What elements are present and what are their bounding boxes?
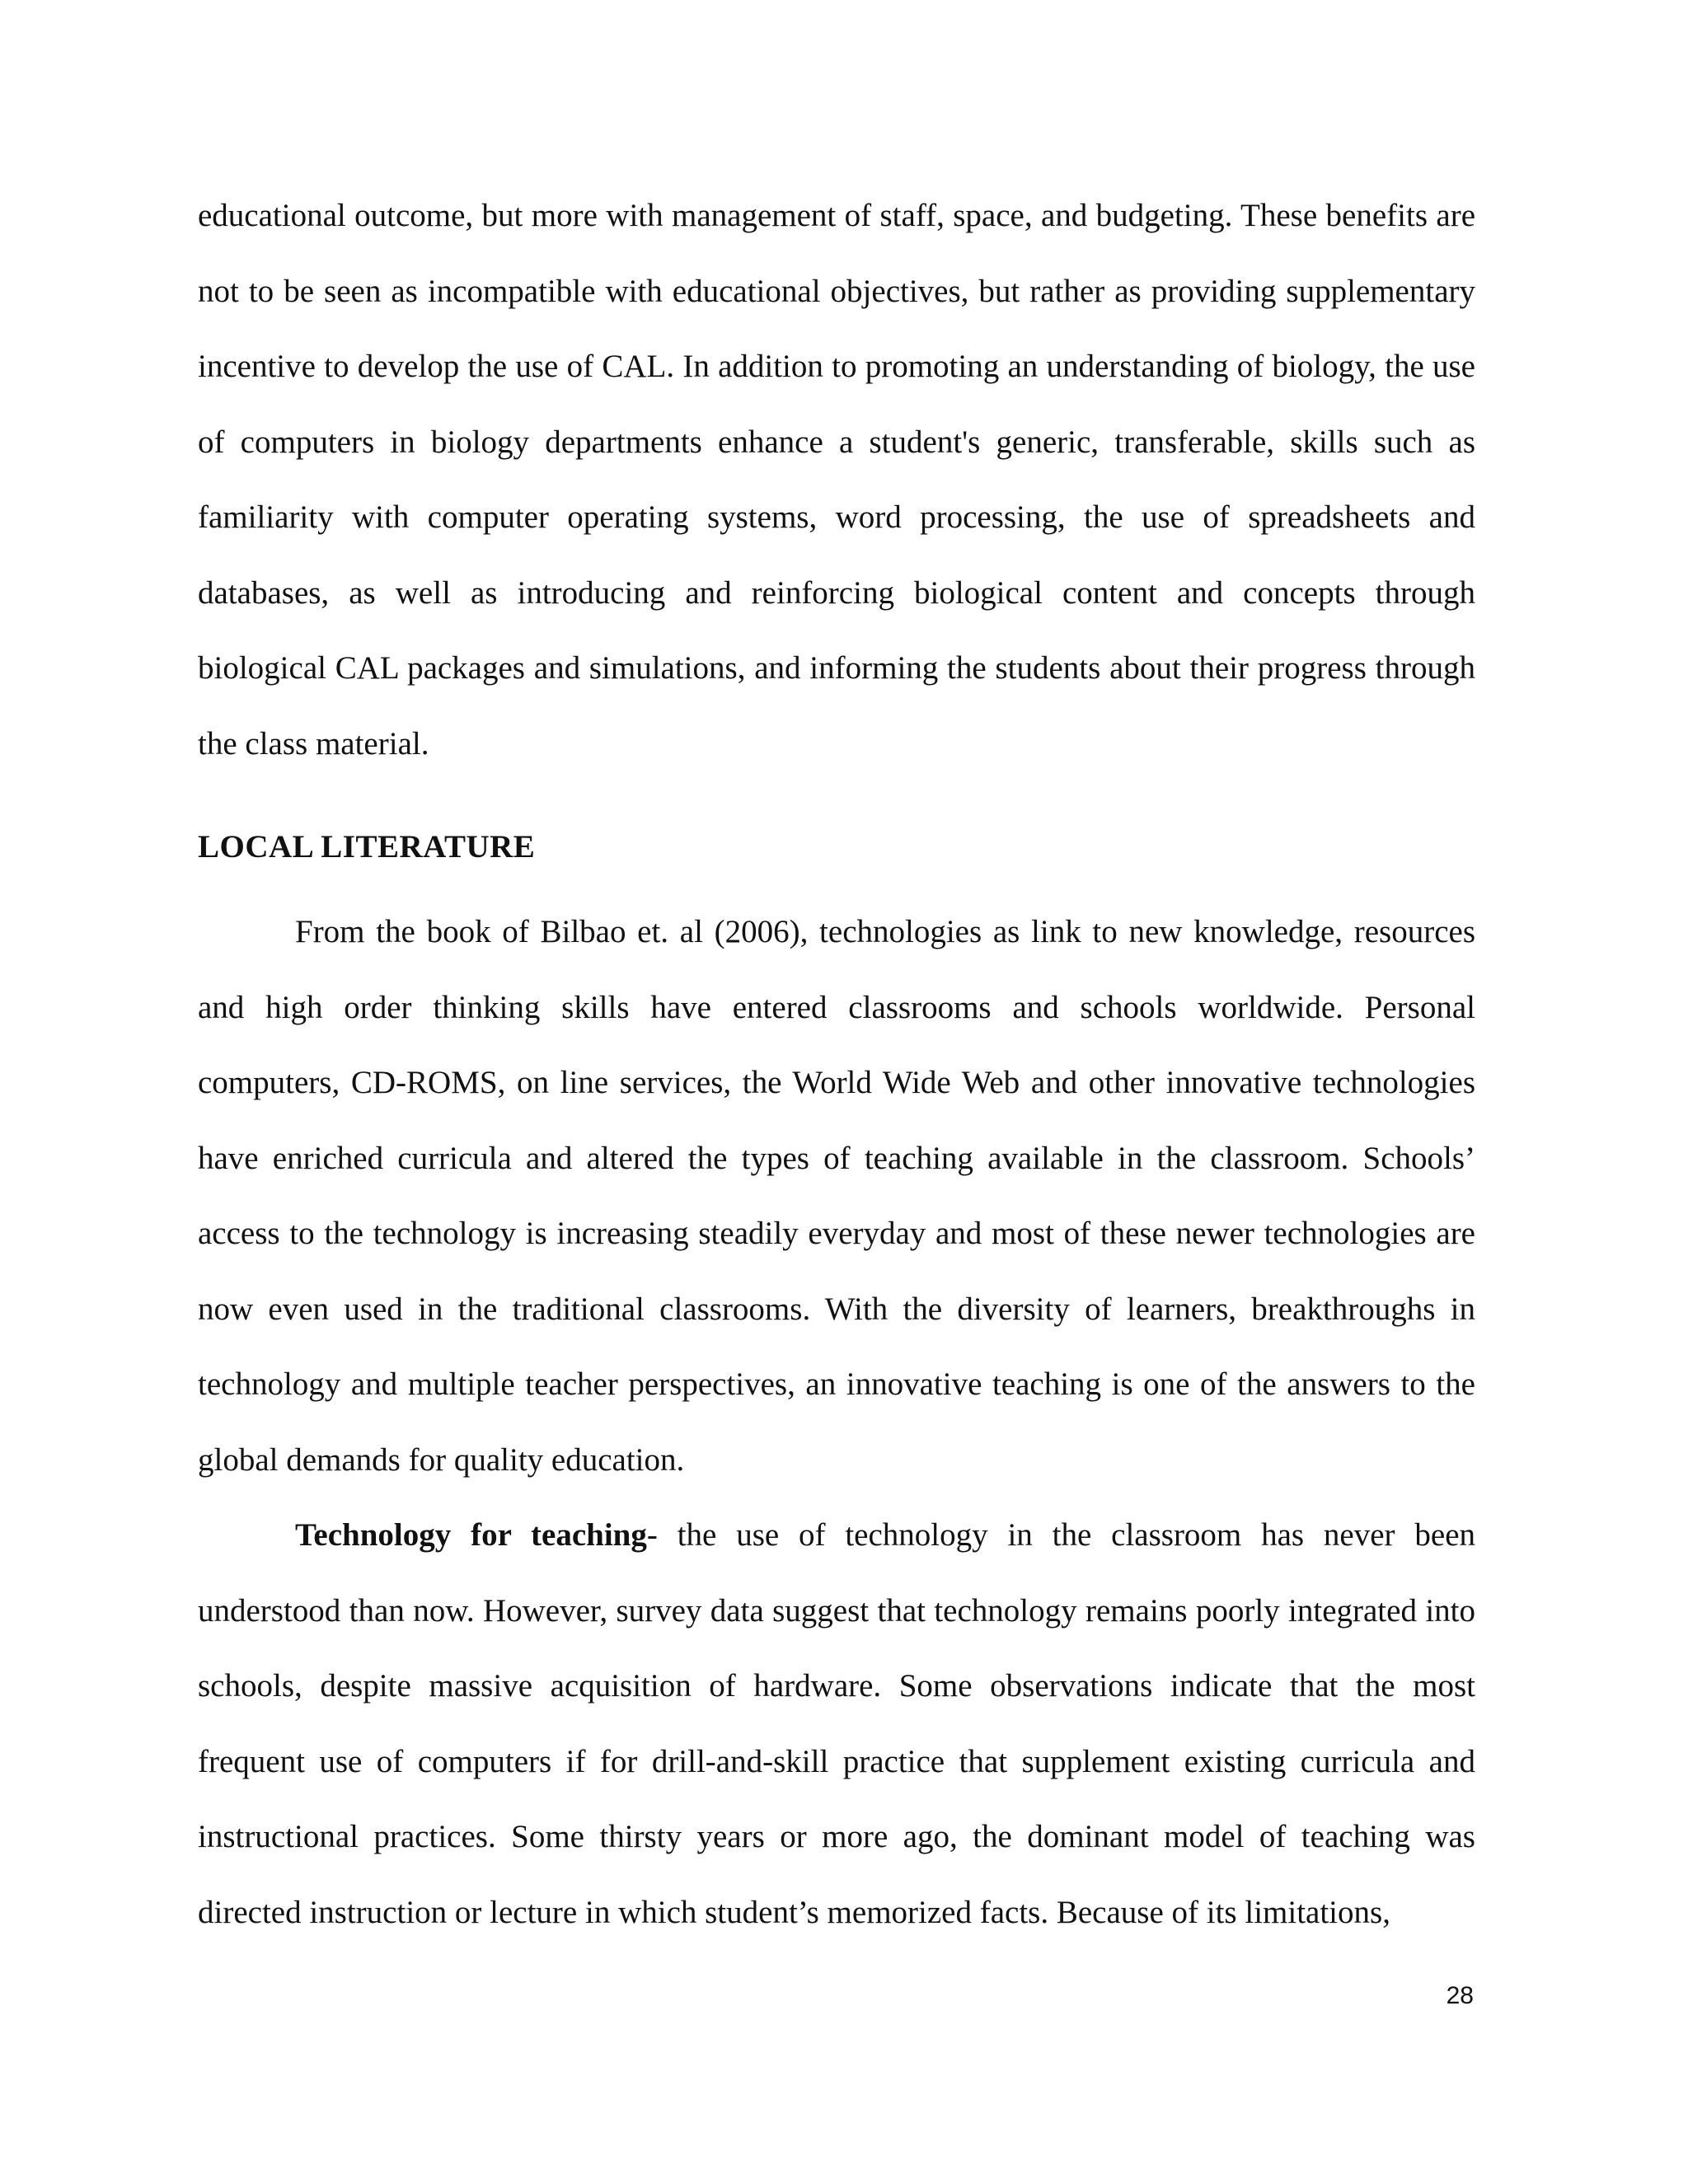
paragraph-bilbao: From the book of Bilbao et. al (2006), technologies as link to new knowledge, resources and high order thinking skills have entered classrooms and schools worldwide. Personal computers, CD-ROMS, on line services, the World Wide Web and other innovative technologies have enriched curricula and altered the types of teaching available in the classroom. Schools’ access to the technology is increasing steadily everyday and most of these newer technologies are now even used in the traditional classrooms. With the diversity of learners, breakthroughs in technology and multiple teacher perspectives, an innovative teaching is one of the answers to the global demands for quality education.: [198, 914, 1475, 1478]
technology-section: [198, 1497, 1475, 1950]
paragraph-continuation: educational outcome, but more with management of staff, space, and budgeting. These benefits are not to be seen as incompatible with educational objectives, but rather as providing supplementary incentive to develop the use of CAL. In addition to promoting an understanding of biology, the use of computers in biology departments enhance a student's generic, transferable, skills such as familiarity with computer operating systems, word processing, the use of spreadsheets and databases, as well as introducing and reinforcing biological content and concepts through biological CAL packages and simulations, and informing the students about their progress through the class material.: [198, 198, 1475, 762]
section-heading: LOCAL LITERATURE: [198, 829, 536, 865]
paragraph-technology-for-teaching: [198, 1497, 1475, 1950]
page-number: 28: [1446, 1982, 1474, 2009]
paragraph-body: - the use of technology in the classroom has never been understood than now. However, survey data suggest that technology remains poorly integrated into schools, despite massive acquisition of hardware. Some observations indicate that the most frequent use of computers if for drill-and-skill practice that supplement existing curricula and instructional practices. Some thirsty years or more ago, the dominant model of teaching was directed instruction or lecture in which student’s memorized facts. Because of its limitations,: [198, 1517, 1476, 1930]
lead-term: Technology for teaching: [295, 1517, 647, 1553]
local-literature-section: [198, 894, 1475, 1497]
body-text-section: [198, 178, 1475, 781]
